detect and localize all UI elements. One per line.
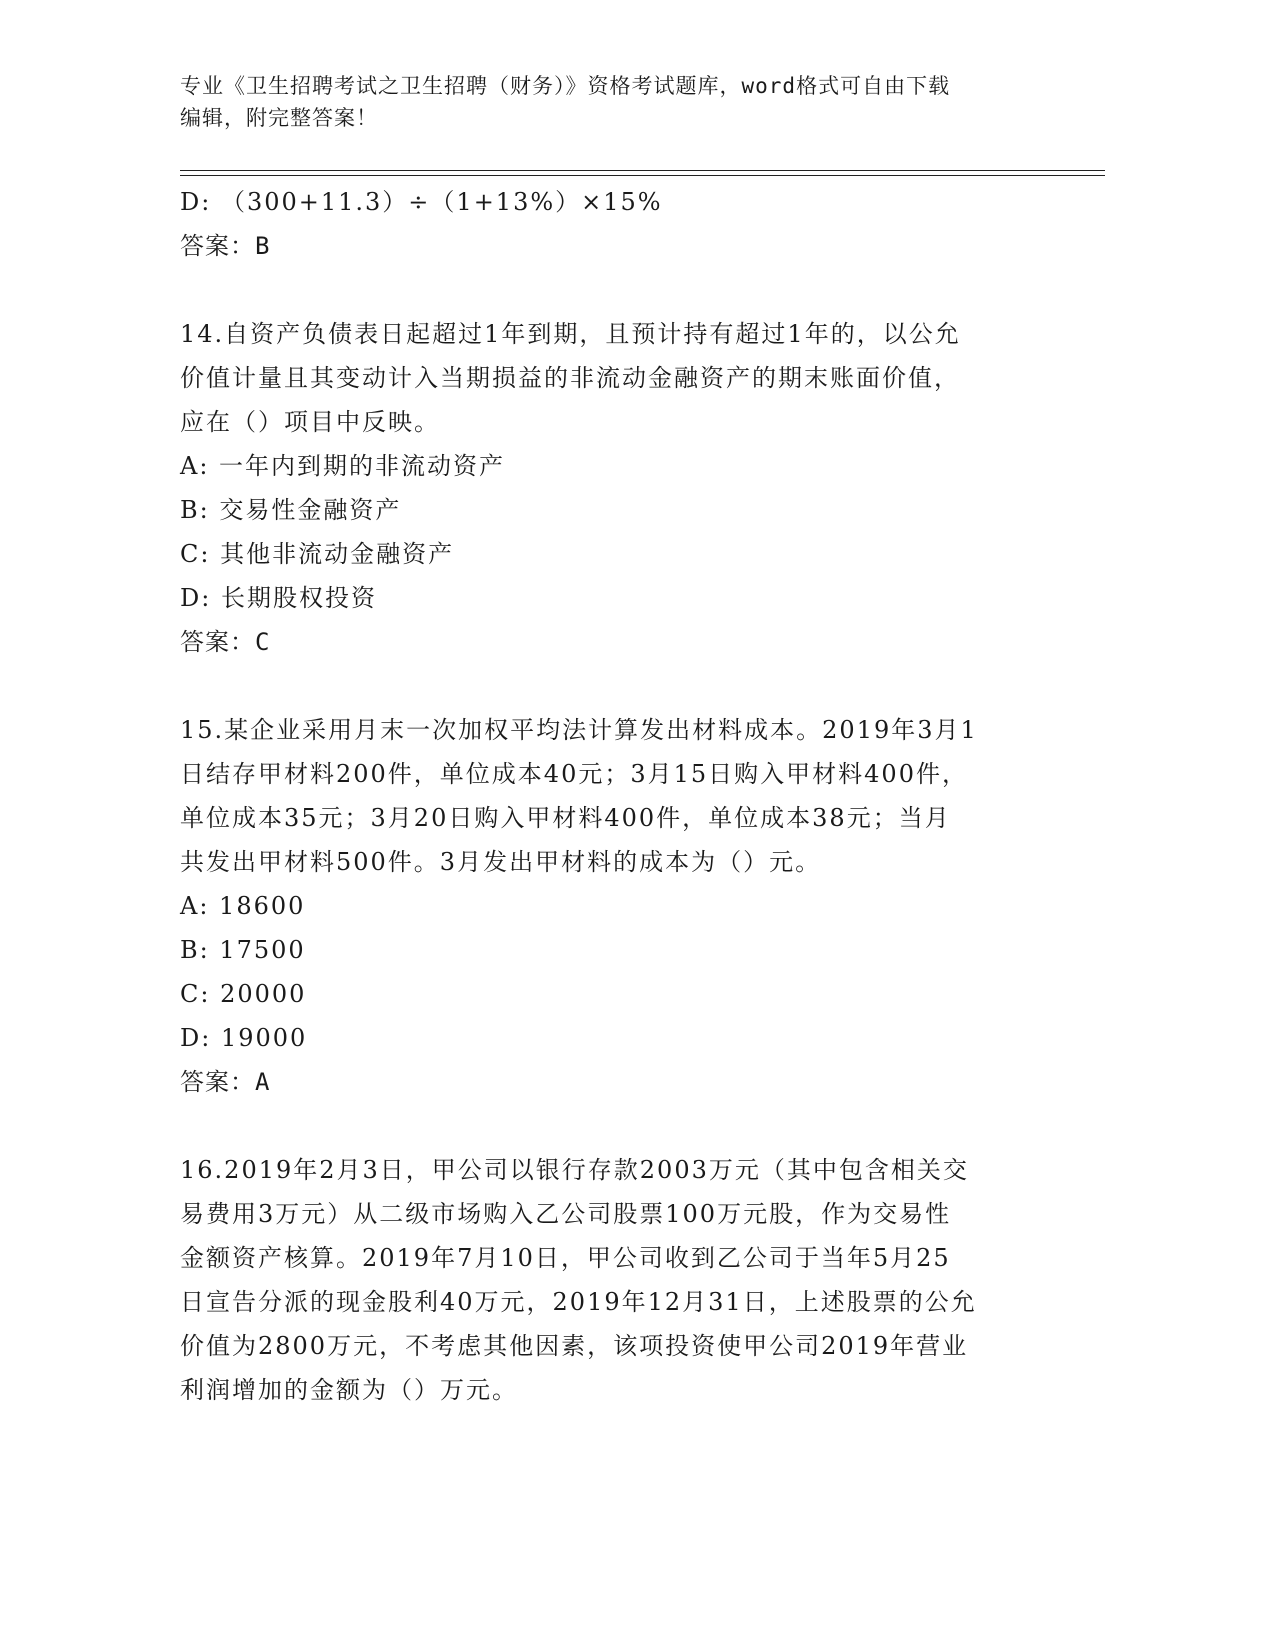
option-d: D: 长期股权投资 xyxy=(180,584,377,612)
question-text-line: 日结存甲材料200件，单位成本40元；3月15日购入甲材料400件， xyxy=(180,760,968,788)
question-content xyxy=(180,180,1050,1412)
question-13-tail xyxy=(180,180,1050,268)
question-text-line: 金额资产核算。2019年7月10日，甲公司收到乙公司于当年5月25 xyxy=(180,1244,951,1272)
header-line-1: 专业《卫生招聘考试之卫生招聘（财务）》资格考试题库，word格式可自由下载 xyxy=(180,74,951,98)
question-text-line: 价值计量且其变动计入当期损益的非流动金融资产的期末账面价值， xyxy=(180,364,960,392)
question-text-line: 利润增加的金额为（）万元。 xyxy=(180,1376,518,1404)
spacer xyxy=(180,268,1050,312)
header-line-2: 编辑，附完整答案！ xyxy=(180,106,378,130)
header-divider xyxy=(180,170,1105,176)
spacer xyxy=(180,664,1050,708)
question-text-line: 15.某企业采用月末一次加权平均法计算发出材料成本。2019年3月1 xyxy=(180,716,978,744)
question-14 xyxy=(180,312,1050,664)
spacer xyxy=(180,1104,1050,1148)
option-b: B: 交易性金融资产 xyxy=(180,496,402,524)
answer-label: 答案：C xyxy=(180,628,271,656)
question-text-line: 单位成本35元；3月20日购入甲材料400件，单位成本38元；当月 xyxy=(180,804,951,832)
option-c: C: 其他非流动金融资产 xyxy=(180,540,455,568)
question-text-line: 易费用3万元）从二级市场购入乙公司股票100万元股，作为交易性 xyxy=(180,1200,952,1228)
option-d: D: （300+11.3）÷（1+13%）×15% xyxy=(180,188,663,216)
question-text-line: 14.自资产负债表日起超过1年到期，且预计持有超过1年的，以公允 xyxy=(180,320,961,348)
option-a: A: 一年内到期的非流动资产 xyxy=(180,452,506,480)
option-b: B: 17500 xyxy=(180,936,306,964)
question-text-line: 价值为2800万元，不考虑其他因素，该项投资使甲公司2019年营业 xyxy=(180,1332,969,1360)
answer-label: 答案：B xyxy=(180,232,271,260)
option-c: C: 20000 xyxy=(180,980,307,1008)
answer-label: 答案：A xyxy=(180,1068,271,1096)
option-d: D: 19000 xyxy=(180,1024,308,1052)
page-header xyxy=(180,70,1040,134)
question-text-line: 16.2019年2月3日，甲公司以银行存款2003万元（其中包含相关交 xyxy=(180,1156,969,1184)
option-a: A: 18600 xyxy=(180,892,306,920)
question-text-line: 共发出甲材料500件。3月发出甲材料的成本为（）元。 xyxy=(180,848,822,876)
question-15 xyxy=(180,708,1050,1104)
question-text-line: 应在（）项目中反映。 xyxy=(180,408,440,436)
question-text-line: 日宣告分派的现金股利40万元，2019年12月31日，上述股票的公允 xyxy=(180,1288,977,1316)
question-16 xyxy=(180,1148,1050,1412)
